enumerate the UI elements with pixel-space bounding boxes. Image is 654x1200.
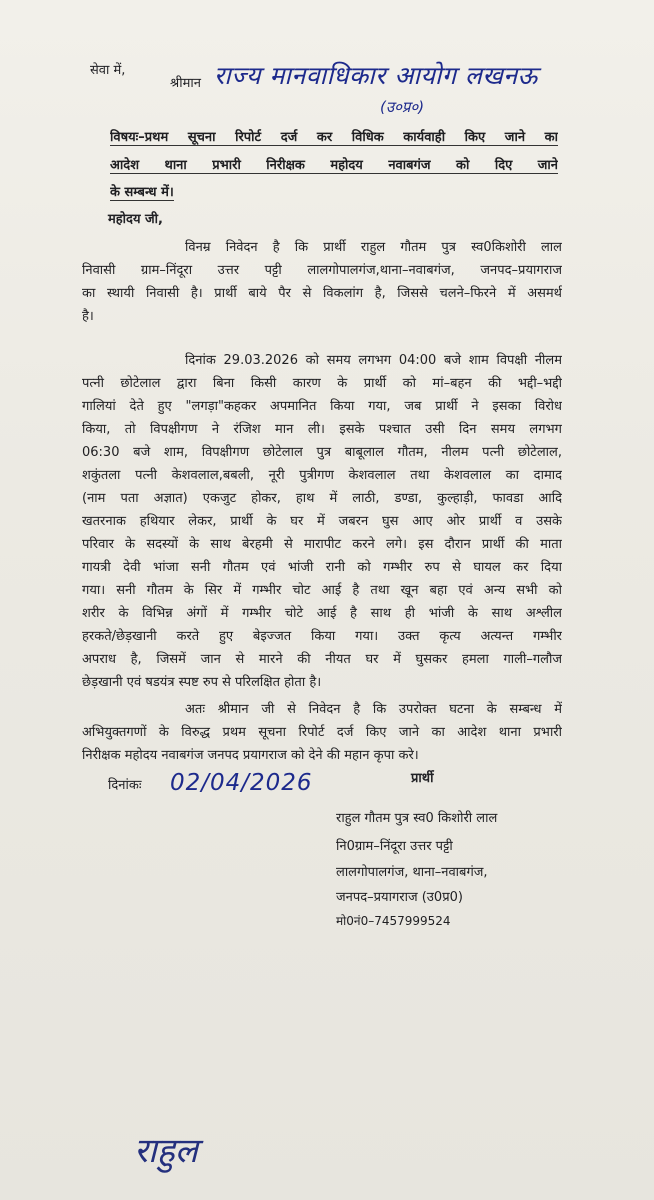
para2-line-8: खतरनाक हथियार लेकर, प्रार्थी के घर में जबरन घुस आए ओर प्रार्थी व उसके bbox=[82, 514, 562, 529]
para2-line-7: (नाम पता अज्ञात) एकजुट होकर, हाथ में लाठी, डण्डा, कुल्हाड़ी, फावडा आदि bbox=[82, 491, 562, 506]
para1-line-1: विनम्र निवेदन है कि प्रार्थी राहुल गौतम पुत्र स्व0किशोरी लाल bbox=[185, 240, 562, 255]
sender-line-3: लालगोपालगंज, थाना–नवाबगंज, bbox=[336, 865, 488, 880]
subject-line-2: आदेश थाना प्रभारी निरीक्षक महोदय नवाबगंज को दिए जाने bbox=[110, 158, 558, 173]
para3-line-2: अभियुक्तगणों के विरुद्ध प्रथम सूचना रिपोर्ट दर्ज किए जाने का आदेश थाना प्रभारी bbox=[82, 725, 562, 740]
para2-line-12: शरीर के विभिन्न अंगों में गम्भीर चोटे आई है साथ ही भांजी के साथ अश्लील bbox=[82, 606, 562, 621]
para2-line-5: 06:30 बजे शाम, विपक्षीगण छोटेलाल पुत्र बाबूलाल गौतम, नीलम पत्नी छोटेलाल, bbox=[82, 445, 562, 460]
para1-line-3: का स्थायी निवासी है। प्रार्थी बाये पैर से विकलांग है, जिससे चलने–फिरने में असमर्थ bbox=[82, 286, 562, 301]
handwritten-signature: राहुल bbox=[134, 1131, 198, 1171]
para2-line-13: हरकते/छेड़खानी करते हुए बेइज्जत किया गया। उक्त कृत्य अत्यन्त गम्भीर bbox=[82, 629, 562, 644]
para2-line-11: गया। सनी गौतम के सिर में गम्भीर चोट आई है तथा खून बहा एवं अन्य सभी को bbox=[82, 583, 562, 598]
para2-line-9: परिवार के सदस्यों के साथ बेरहमी से मारापीट करने लगे। इस दौरान प्रार्थी की माता bbox=[82, 537, 562, 552]
para1-line-4: है। bbox=[82, 309, 94, 324]
para2-line-6: शकुंतला पत्नी केशवलाल,बबली, नूरी पुत्रीगण केशवलाल तथा केशवलाल का दामाद bbox=[82, 468, 562, 483]
para2-line-14: अपराध है, जिसमें जान से मारने की नीयत घर में घुसकर हमला गाली–गलौज bbox=[82, 652, 562, 667]
para2-line-4: किया, तो विपक्षीगण ने रंजिश मान ली। इसके पश्चात उसी दिन समय लगभग bbox=[82, 422, 562, 437]
applicant-label: प्रार्थी bbox=[411, 771, 434, 786]
para2-line-1: दिनांक 29.03.2026 को समय लगभग 04:00 बजे शाम विपक्षी नीलम bbox=[185, 353, 562, 368]
sender-line-4: जनपद–प्रयागराज (उ0प्र0) bbox=[336, 890, 463, 905]
date-handwritten: 02/04/2026 bbox=[170, 770, 313, 796]
addressee-handwritten-sub: (उ०प्र०) bbox=[380, 98, 425, 116]
para1-line-2: निवासी ग्राम–निंदूरा उत्तर पट्टी लालगोपालगंज,थाना–नवाबगंज, जनपद–प्रयागराज bbox=[82, 263, 562, 278]
para2-line-3: गालियां देते हुए "लगड़ा"कहकर अपमानित किया गया, जब प्रार्थी ने इसका विरोध bbox=[82, 399, 562, 414]
para3-line-3: निरीक्षक महोदय नवाबगंज जनपद प्रयागराज को देने की महान कृपा करे। bbox=[82, 748, 419, 763]
para2-line-15: छेड़खानी एवं षडयंत्र स्पष्ट रुप से परिलक्षित होता है। bbox=[82, 675, 322, 690]
sender-line-1: राहुल गौतम पुत्र स्व0 किशोरी लाल bbox=[336, 811, 498, 826]
subject-line-3: के सम्बन्ध में। bbox=[110, 185, 174, 200]
greeting: महोदय जी, bbox=[108, 212, 163, 227]
sender-line-2: नि0ग्राम–निंदूरा उत्तर पट्टी bbox=[336, 839, 453, 854]
sender-phone: मो0नं0–7457999524 bbox=[336, 914, 451, 928]
subject-line-1: विषयः–प्रथम सूचना रिपोर्ट दर्ज कर विधिक कार्यवाही किए जाने का bbox=[110, 130, 558, 145]
para2-line-10: गायत्री देवी भांजा सनी गौतम एवं भांजी रानी को गम्भीर रुप से घायल कर दिया bbox=[82, 560, 562, 575]
addressee-handwritten: राज्य मानवाधिकार आयोग लखनऊ bbox=[214, 61, 538, 90]
addressee-prefix: श्रीमान bbox=[170, 76, 201, 91]
para2-line-2: पत्नी छोटेलाल द्वारा बिना किसी कारण के प्रार्थी को मां–बहन की भद्दी–भद्दी bbox=[82, 376, 562, 391]
seva-mein-label: सेवा में, bbox=[90, 63, 126, 78]
para3-line-1: अतः श्रीमान जी से निवेदन है कि उपरोक्त घटना के सम्बन्ध में bbox=[185, 702, 562, 717]
date-label: दिनांकः bbox=[108, 778, 142, 793]
